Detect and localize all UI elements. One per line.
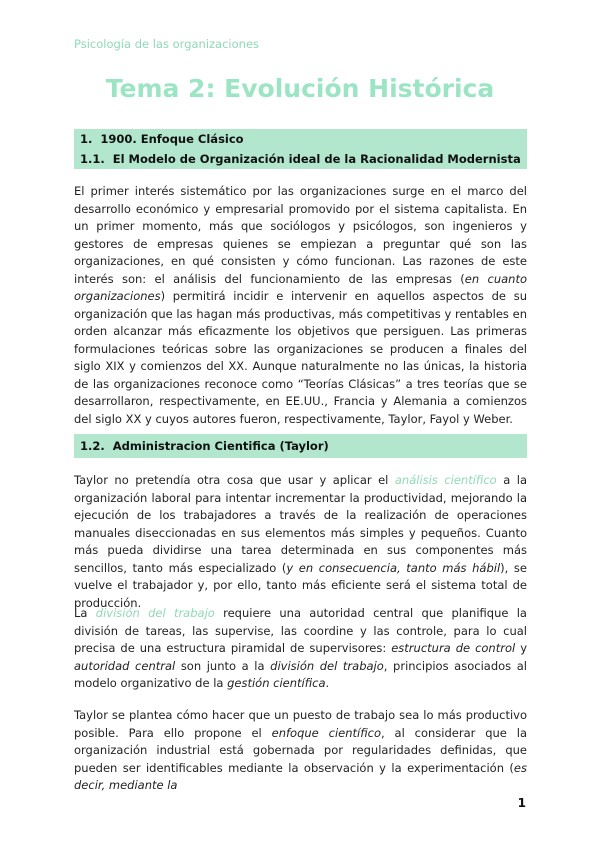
highlight-term: división del trabajo <box>95 606 215 620</box>
section-number: 1.2. <box>80 439 105 453</box>
paragraph-division: La división del trabajo requiere una autoridad central que planifique la división de tareas, las supervise, las coordine y las controle, para lo cual precisa de una estructura piramidal de supervisores: estructura de control y autoridad central son junto a la división del trabajo, principios asociados al modelo organizativo de la gestión científica. <box>74 606 527 690</box>
highlight-term: análisis científico <box>394 473 497 487</box>
section-label: El Modelo de Organización ideal de la Racionalidad Modernista <box>112 152 521 166</box>
section-heading-1-1 <box>74 149 527 169</box>
running-header: Psicología de las organizaciones <box>74 37 260 51</box>
section-number: 1. <box>80 132 93 146</box>
page-number: 1 <box>517 796 526 810</box>
paragraph-intro: El primer interés sistemático por las organizaciones surge en el marco del desarrollo económico y empresarial promovido por el sistema capitalista. En un primer momento, más que sociólogos y psicólogos, son ingenieros y gestores de empresas quienes se empiezan a preguntar qué son las organizaciones, en qué consisten y cómo funcionan. Las razones de este interés son: el análisis del funcionamiento de las empresas (en cuanto organizaciones) permitirá incidir e intervenir en aquellos aspectos de su organización que las hagan más productivas, más competitivas y rentables en orden alcanzar más eficazmente los objetivos que persiguen. Las primeras formulaciones teóricas sobre las organizaciones se producen a finales del siglo XIX y comienzos del XX. Aunque naturalmente no las únicas, la historia de las organizaciones reconoce como “Teorías Clásicas” a tres teorías que se desarrollaron, respectivamente, en EE.UU., Francia y Alemania a comienzos del siglo XX y cuyos autores fueron, respectivamente, Taylor, Fayol y Weber. <box>74 184 527 426</box>
section-heading-1 <box>74 129 527 149</box>
section-number: 1.1. <box>80 152 105 166</box>
paragraph-enfoque: Taylor se plantea cómo hacer que un puesto de trabajo sea lo más productivo posible. Para ello propone el enfoque científico, al considerar que la organización industrial está gobernada por regularidades definidas, que pueden ser identificables mediante la observación y la experimentación (es decir, mediante la <box>74 708 527 792</box>
section-label: Administracion Cientifica (Taylor) <box>112 439 329 453</box>
section-heading-1-2 <box>74 434 527 458</box>
page-title: Tema 2: Evolución Histórica <box>105 74 495 103</box>
paragraph-taylor: Taylor no pretendía otra cosa que usar y aplicar el análisis científico a la organización laboral para intentar incrementar la productividad, mejorando la ejecución de los trabajadores a través de la realización de operaciones manuales diseccionadas en sus elementos más simples y pequeños. Cuanto más pueda dividirse una tarea determinada en sus componentes más sencillos, tanto más especializado (y en consecuencia, tanto más hábil), se vuelve el trabajador y, por ello, tanto más eficiente será el sistema total de producción. <box>74 473 527 610</box>
section-label: 1900. Enfoque Clásico <box>100 132 244 146</box>
